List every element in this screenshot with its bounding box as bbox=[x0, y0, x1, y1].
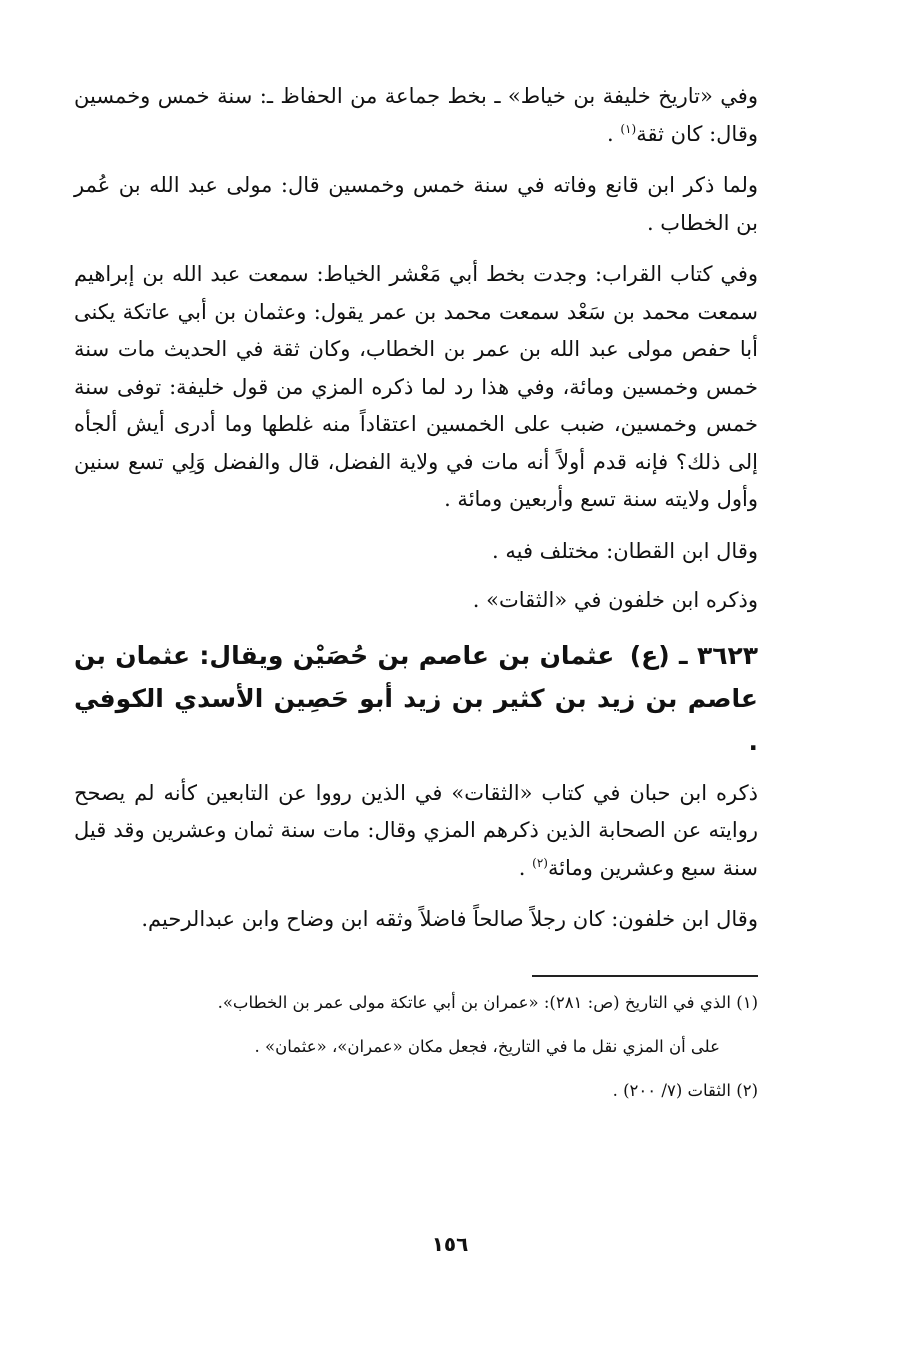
entry-title: عثمان بن عاصم بن حُصَيْن ويقال: عثمان بن عاصم بن زيد بن كثير بن زيد أبو حَصِين الأسدي الكوفي . bbox=[74, 640, 758, 756]
paragraph-ibn-khalfun-salih: وقال ابن خلفون: كان رجلاً صالحاً فاضلاً وثقه ابن وضاح وابن عبدالرحيم. bbox=[141, 907, 758, 931]
paragraph-ibn-khalfun: وذكره ابن خلفون في «الثقات» . bbox=[472, 588, 758, 612]
paragraph-ibn-hibban bbox=[74, 775, 758, 888]
footnote-1: (١) الذي في التاريخ (ص: ٢٨١): «عمران بن أبي عاتكة مولى عمر بن الخطاب». bbox=[217, 992, 758, 1012]
paragraph-ibn-al-qattan: وقال ابن القطان: مختلف فيه . bbox=[492, 538, 758, 563]
paragraph-text: ذكره ابن حبان في كتاب «الثقات» في الذين رووا عن التابعين كأنه لم يصحح روايته عن الصحابة الذين ذكرهم المزي وقال: مات سنة ثمان وعشرين وقد قيل سنة سبع وعشرين ومائة bbox=[74, 780, 758, 880]
footnote-divider bbox=[532, 975, 758, 977]
paragraph-khalifa-history bbox=[74, 78, 758, 153]
paragraph-tail: . bbox=[518, 855, 533, 880]
footnote-ref-1[interactable]: (١) bbox=[620, 121, 637, 136]
paragraph-kitab-al-qurab: وفي كتاب القراب: وجدت بخط أبي مَعْشر الخياط: سمعت عبد الله بن إبراهيم سمعت محمد بن سَعْد سمعت محمد بن عمر يقول: وعثمان بن أبي عاتكة يكنى أبا حفص مولى عبد الله بن عمر بن الخطاب، وكان ثقة في الحديث مات سنة خمس وخمسين ومائة، وفي هذا رد لما ذكره المزي من قول خليفة: توفى سنة خمس وخمسين، ضبب على الخمسين اعتقاداً منه غلطها وما أدرى أيش ألجأه إلى ذلك؟ فإنه قدم أولاً أنه مات في ولاية الفضل، قال والفضل وَلِي تسع سنين وأول ولايته سنة تسع وأربعين ومائة . bbox=[74, 262, 758, 511]
page-body bbox=[74, 78, 758, 1119]
footnote-2: (٢) الثقات (٧/ ٢٠٠) . bbox=[612, 1080, 758, 1100]
entry-number: ٣٦٢٣ ـ (ع) bbox=[629, 640, 758, 670]
footnote-ref-2[interactable]: (٢) bbox=[532, 855, 548, 870]
paragraph-tail: . bbox=[607, 121, 621, 146]
footnote-divider-wrap bbox=[74, 953, 758, 987]
entry-heading bbox=[74, 634, 758, 763]
paragraph-text: وفي «تاريخ خليفة بن خياط» ـ بخط جماعة من الحفاظ ـ: سنة خمس وخمسين وقال: كان ثقة bbox=[74, 84, 758, 146]
paragraph-ibn-qani: ولما ذكر ابن قانع وفاته في سنة خمس وخمسين قال: مولى عبد الله بن عُمر بن الخطاب . bbox=[74, 173, 758, 235]
footnote-1-continued: على أن المزي نقل ما في التاريخ، فجعل مكان «عمران»، «عثمان» . bbox=[254, 1036, 720, 1056]
page-number: ١٥٦ bbox=[431, 1232, 469, 1256]
